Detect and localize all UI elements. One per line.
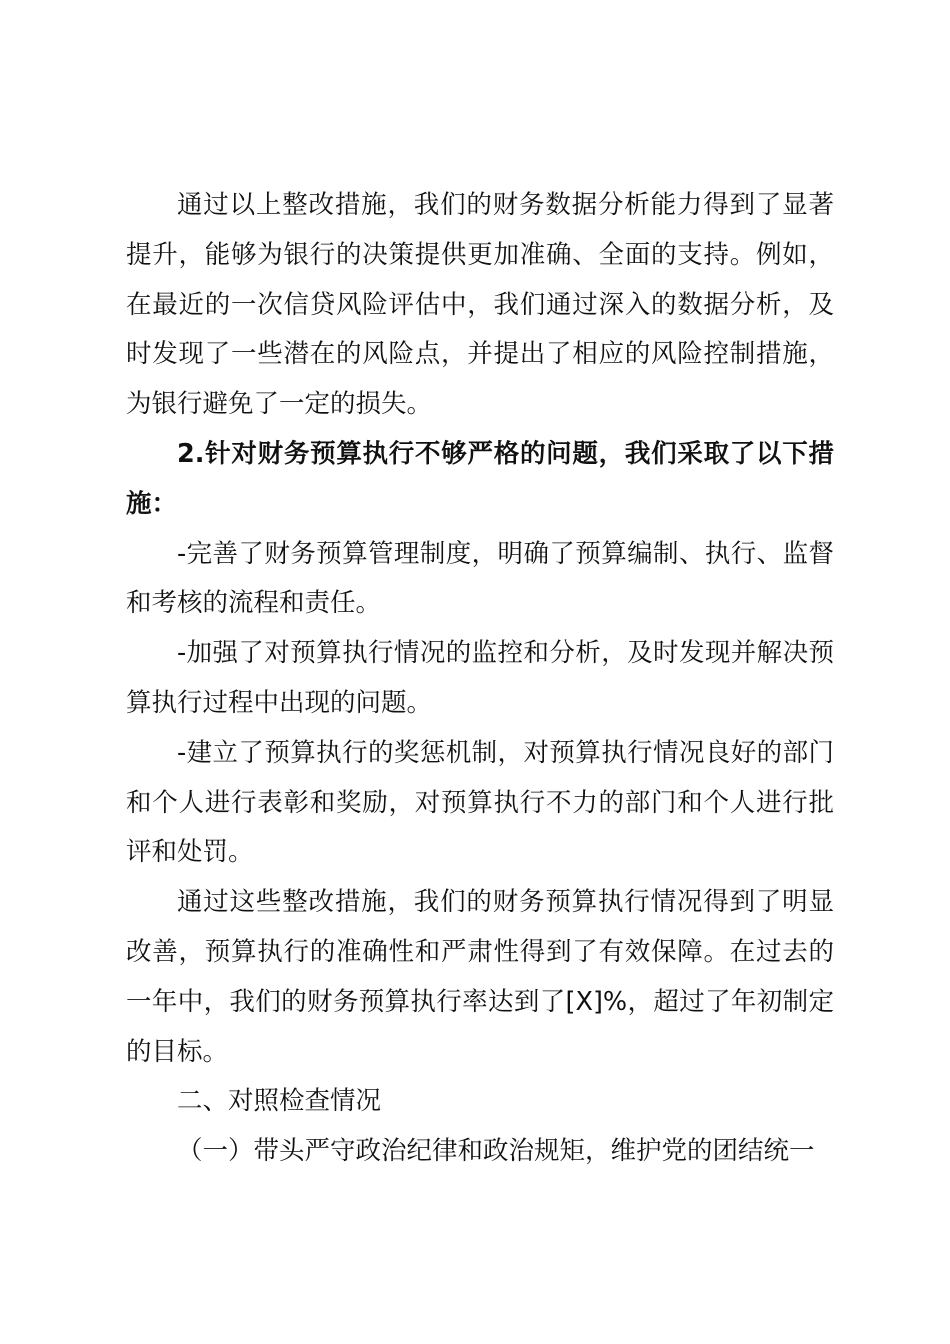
paragraph-budget-results: 通过这些整改措施，我们的财务预算执行情况得到了明显改善，预算执行的准确性和严肃性得到了有效保障。在过去的一年中，我们的财务预算执行率达到了[X]%，超过了年初制定的目标。 <box>126 887 834 1067</box>
list-item-budget-system: -完善了财务预算管理制度，明确了预算编制、执行、监督和考核的流程和责任。 <box>126 538 834 619</box>
heading-budget-measures: 2.针对财务预算执行不够严格的问题，我们采取了以下措施： <box>126 438 834 519</box>
list-item-budget-monitoring: -加强了对预算执行情况的监控和分析，及时发现并解决预算执行过程中出现的问题。 <box>126 638 834 718</box>
section-heading-comparison-check: 二、对照检查情况 <box>177 1086 382 1117</box>
list-item-budget-incentives: -建立了预算执行的奖惩机制，对预算执行情况良好的部门和个人进行表彰和奖励，对预算执行不力的部门和个人进行批评和处罚。 <box>126 737 834 868</box>
subsection-heading-political-discipline: （一）带头严守政治纪律和政治规矩，维护党的团结统一 <box>177 1136 815 1167</box>
paragraph-analysis-results: 通过以上整改措施，我们的财务数据分析能力得到了显著提升，能够为银行的决策提供更加准确、全面的支持。例如，在最近的一次信贷风险评估中，我们通过深入的数据分析，及时发现了一些潜在的风险点，并提出了相应的风险控制措施，为银行避免了一定的损失。 <box>126 190 834 420</box>
document-body <box>126 181 834 1177</box>
